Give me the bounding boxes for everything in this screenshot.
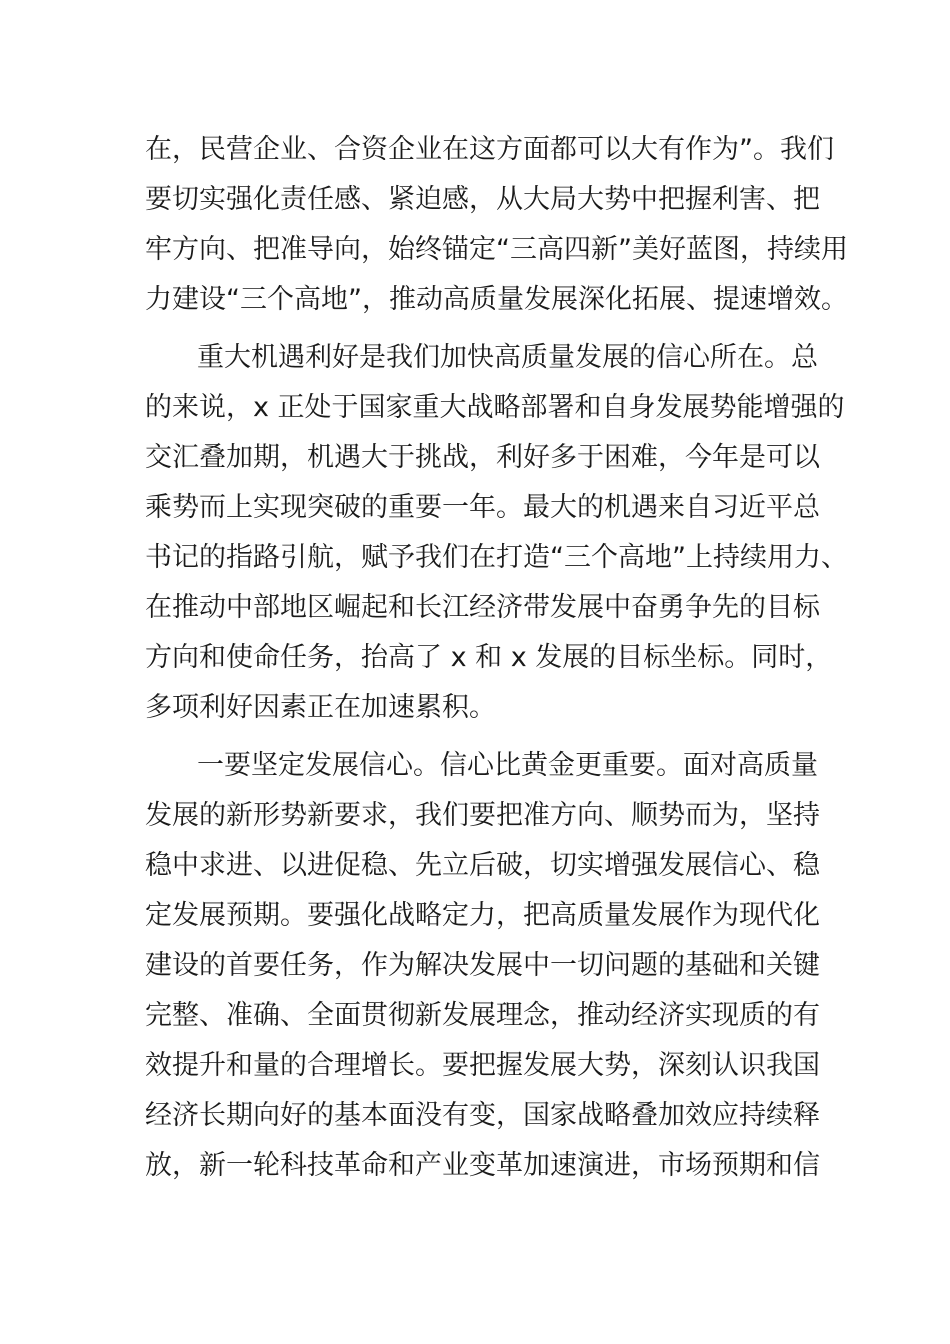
text-line: 在推动中部地区崛起和长江经济带发展中奋勇争先的目标 [145, 592, 820, 623]
text-line: 的来说，x 正处于国家重大战略部署和自身发展势能增强的 [145, 392, 845, 423]
text-line: 稳中求进、以进促稳、先立后破，切实增强发展信心、稳 [145, 850, 820, 881]
paragraph-1 [145, 125, 848, 325]
text-line: 要切实强化责任感、紧迫感，从大局大势中把握利害、把 [145, 184, 820, 215]
text-line: 完整、准确、全面贯彻新发展理念，推动经济实现质的有 [145, 1000, 820, 1031]
text-line: 乘势而上实现突破的重要一年。最大的机遇来自习近平总 [145, 492, 820, 523]
document-body [145, 125, 848, 1191]
text-line: 效提升和量的合理增长。要把握发展大势，深刻认识我国 [145, 1050, 820, 1081]
text-line: 放，新一轮科技革命和产业变革加速演进，市场预期和信 [145, 1150, 820, 1181]
text-line: 多项利好因素正在加速累积。 [145, 692, 496, 723]
text-line: 方向和使命任务，抬高了 x 和 x 发展的目标坐标。同时， [145, 642, 833, 673]
paragraph-3 [145, 741, 820, 1191]
text-line: 经济长期向好的基本面没有变，国家战略叠加效应持续释 [145, 1100, 820, 1131]
text-line: 一要坚定发展信心。信心比黄金更重要。面对高质量 [197, 750, 818, 781]
text-line: 建设的首要任务，作为解决发展中一切问题的基础和关键 [145, 950, 820, 981]
text-line: 发展的新形势新要求，我们要把准方向、顺势而为，坚持 [145, 800, 820, 831]
text-line: 定发展预期。要强化战略定力，把高质量发展作为现代化 [145, 900, 820, 931]
text-line: 书记的指路引航，赋予我们在打造“三个高地”上持续用力、 [145, 542, 848, 573]
text-line: 交汇叠加期，机遇大于挑战，利好多于困难，今年是可以 [145, 442, 820, 473]
text-line: 力建设“三个高地”，推动高质量发展深化拓展、提速增效。 [145, 284, 848, 315]
paragraph-2 [145, 333, 848, 733]
text-line: 牢方向、把准导向，始终锚定“三高四新”美好蓝图，持续用 [145, 234, 848, 265]
text-line: 在，民营企业、合资企业在这方面都可以大有作为”。我们 [145, 134, 834, 165]
text-line: 重大机遇利好是我们加快高质量发展的信心所在。总 [197, 342, 818, 373]
